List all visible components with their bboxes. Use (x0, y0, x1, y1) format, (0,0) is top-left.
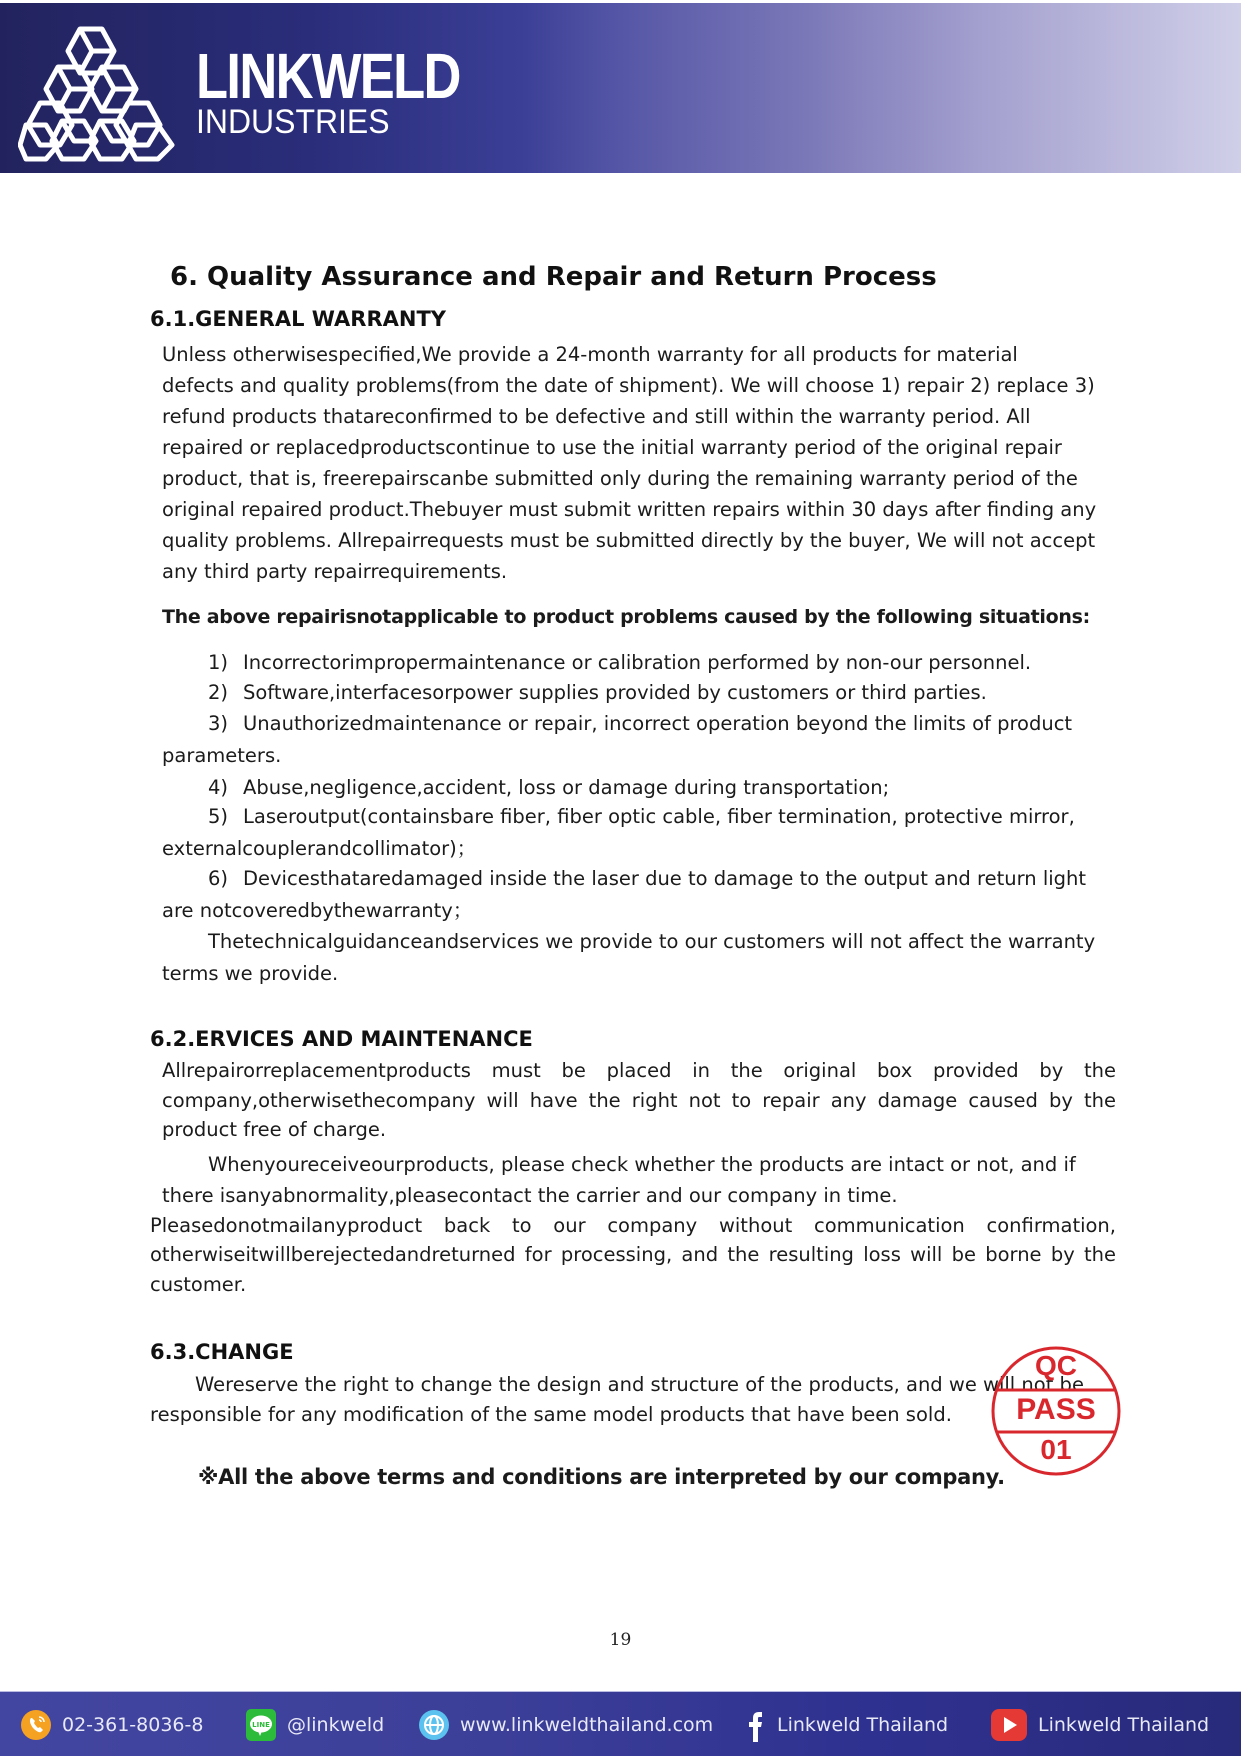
section-heading-change: 6.3.CHANGE (150, 1340, 294, 1364)
paragraph-line: customer. (150, 1273, 247, 1296)
youtube-channel: Linkweld Thailand (1038, 1714, 1210, 1736)
paragraph-line: Whenyoureceiveourproducts, please check whether the products are intact or not, and if (208, 1153, 1076, 1176)
exclusion-number: 5) (208, 805, 229, 828)
page-number: 19 (609, 1630, 632, 1650)
contact-footer (0, 1691, 1241, 1756)
facebook-page: Linkweld Thailand (777, 1714, 949, 1736)
globe-icon (418, 1708, 450, 1742)
brand-wordmark (196, 40, 518, 141)
paragraph-line: responsible for any modification of the same model products that have been sold. (150, 1403, 952, 1426)
paragraph-line: Unless otherwisespecified,We provide a 24-month warranty for all products for material (162, 343, 1018, 366)
footer-youtube[interactable] (990, 1707, 1209, 1743)
website-url: www.linkweldthailand.com (460, 1714, 714, 1736)
exclusion-number: 4) (208, 776, 229, 799)
exclusion-text: Laseroutput(containsbare fiber, fiber optic cable, fiber termination, protective mirror, (243, 805, 1075, 828)
terms-note: ※All the above terms and conditions are interpreted by our company. (198, 1465, 1005, 1489)
paragraph-line: there isanyabnormality,pleasecontact the carrier and our company in time. (162, 1184, 898, 1207)
exclusions-heading: The above repairisnotapplicable to product problems caused by the following situations: (162, 606, 1090, 628)
paragraph-line: original repaired product.Thebuyer must submit written repairs within 30 days after finding any (162, 498, 1097, 521)
exclusion-number: 2) (208, 681, 229, 704)
exclusion-number: 1) (208, 651, 229, 674)
phone-number: 02-361-8036-8 (62, 1714, 204, 1736)
page-title: 6. Quality Assurance and Repair and Return Process (170, 262, 937, 292)
footer-website[interactable] (418, 1707, 713, 1743)
exclusion-text: Unauthorizedmaintenance or repair, incorrect operation beyond the limits of product (243, 712, 1073, 735)
phone-icon (20, 1708, 52, 1742)
header-banner (0, 3, 1241, 173)
stamp-top-text: QC (1035, 1350, 1077, 1381)
paragraph-line: refund products thatareconfirmed to be defective and still within the warranty period. All (162, 405, 1031, 428)
linkweld-logo-icon (18, 21, 178, 163)
exclusion-continuation: are notcoveredbythewarranty； (162, 899, 473, 922)
exclusion-text: Abuse,negligence,accident, loss or damage during transportation; (243, 776, 890, 799)
paragraph-line: otherwiseitwillberejectedandreturned for processing, and the resulting loss will be borne by the (150, 1243, 1116, 1266)
exclusion-text: Incorrectorimpropermaintenance or calibration performed by non-our personnel. (243, 651, 1032, 674)
paragraph-line: quality problems. Allrepairrequests must be submitted directly by the buyer, We will not accept (162, 529, 1096, 552)
brand-sub-text: INDUSTRIES (196, 103, 390, 141)
closing-line: terms we provide. (162, 962, 339, 985)
footer-line[interactable] (245, 1707, 384, 1743)
exclusion-number: 3) (208, 712, 229, 735)
line-icon (245, 1708, 277, 1742)
paragraph-line: Allrepairorreplacementproducts must be placed in the original box provided by the (162, 1059, 1116, 1082)
line-handle: @linkweld (287, 1714, 385, 1736)
exclusion-continuation: externalcouplerandcollimator)； (162, 837, 477, 860)
facebook-icon (745, 1708, 767, 1742)
section-heading-general-warranty: 6.1.GENERAL WARRANTY (150, 307, 446, 331)
brand-main-text: LINKWELD (196, 40, 460, 112)
paragraph-line: product free of charge. (162, 1118, 387, 1141)
exclusion-text: Devicesthataredamaged inside the laser due to damage to the output and return light (243, 867, 1087, 890)
stamp-bottom-text: 01 (1040, 1434, 1072, 1465)
exclusion-number: 6) (208, 867, 229, 890)
paragraph-line: Pleasedonotmailanyproduct back to our company without communication confirmation, (150, 1214, 1116, 1237)
stamp-middle-text: PASS (1016, 1393, 1096, 1426)
paragraph-line: repaired or replacedproductscontinue to use the initial warranty period of the original repair (162, 436, 1062, 459)
paragraph-line: any third party repairrequirements. (162, 560, 508, 583)
youtube-icon (990, 1708, 1028, 1742)
svg-text:LINE: LINE (252, 1721, 270, 1729)
paragraph-line: product, that is, freerepairscanbe submitted only during the remaining warranty period of the (162, 467, 1078, 490)
exclusion-text: Software,interfacesorpower supplies provided by customers or third parties. (243, 681, 987, 704)
footer-phone[interactable] (20, 1707, 203, 1743)
paragraph-line: defects and quality problems(from the date of shipment). We will choose 1) repair 2) replace 3) (162, 374, 1095, 397)
closing-line: Thetechnicalguidanceandservices we provide to our customers will not affect the warranty (208, 930, 1096, 953)
exclusion-continuation: parameters. (162, 744, 282, 767)
paragraph-line: company,otherwisethecompany will have the right not to repair any damage caused by the (162, 1089, 1116, 1112)
footer-facebook[interactable] (745, 1707, 948, 1743)
section-heading-services-maintenance: 6.2.ERVICES AND MAINTENANCE (150, 1027, 533, 1051)
paragraph-line: Wereserve the right to change the design and structure of the products, and we will not be (195, 1373, 1084, 1396)
